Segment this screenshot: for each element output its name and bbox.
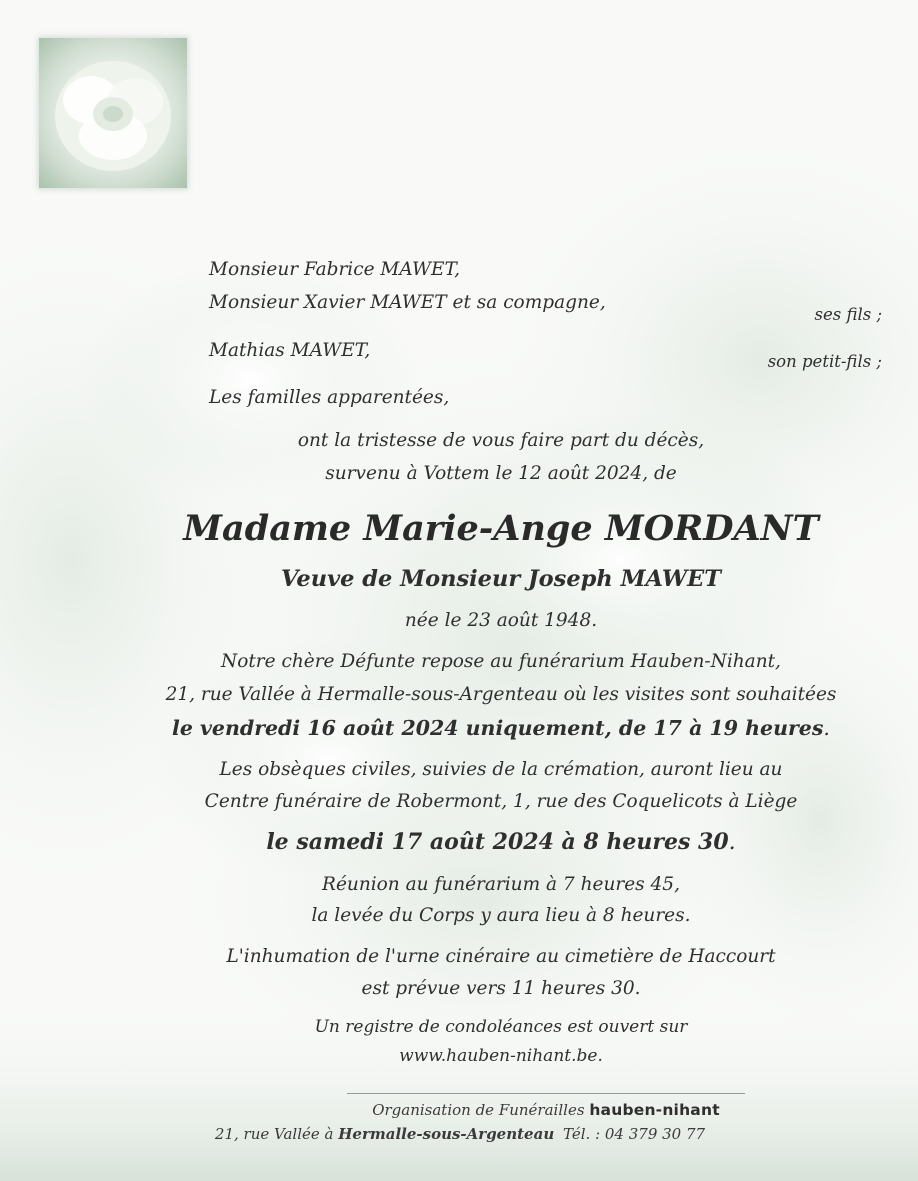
sons-label: ses fils ;: [814, 305, 882, 324]
footer-org-prefix: Organisation de Funérailles: [372, 1101, 585, 1119]
rose-icon: [39, 38, 187, 188]
visitation-line-2: 21, rue Vallée à Hermalle-sous-Argenteau où les visites sont souhaitées: [165, 684, 837, 705]
funeral-when-end: .: [728, 830, 736, 855]
family-son-1: Monsieur Fabrice MAWET,: [209, 259, 460, 280]
footer-address: [1, 1125, 918, 1143]
footer-town: Hermalle-sous-Argenteau: [338, 1125, 555, 1143]
brand-logo: hauben-nihant: [589, 1101, 720, 1119]
condolences-line-1: Un registre de condoléances est ouvert sur: [314, 1017, 688, 1037]
family-relatives: Les familles apparentées,: [209, 387, 450, 408]
burial-line-2: est prévue vers 11 heures 30.: [361, 978, 641, 999]
deceased-name: Madame Marie-Ange MORDANT: [183, 508, 819, 549]
rose-photo: [38, 37, 188, 189]
visitation-when: [42, 716, 918, 740]
footer-address-prefix: 21, rue Vallée à: [214, 1125, 334, 1143]
meeting-line-1: Réunion au funérarium à 7 heures 45,: [322, 874, 680, 895]
footer-phone: Tél. : 04 379 30 77: [563, 1125, 706, 1143]
birth-date: née le 23 août 1948.: [404, 610, 598, 631]
funeral-line-2: Centre funéraire de Robermont, 1, rue des Coquelicots à Liège: [204, 791, 798, 812]
funeral-when-text: le samedi 17 août 2024 à 8 heures 30: [266, 829, 729, 855]
visitation-line-1: Notre chère Défunte repose au funérarium Hauben-Nihant,: [221, 651, 781, 672]
visitation-when-end: .: [823, 716, 830, 740]
visitation-when-text: le vendredi 16 août 2024 uniquement, de 17 à 19 heures: [172, 716, 824, 740]
funeral-line-1: Les obsèques civiles, suivies de la crémation, auront lieu au: [219, 759, 783, 780]
condolences-url[interactable]: www.hauben-nihant.be.: [399, 1046, 603, 1066]
footer-divider: [347, 1093, 745, 1094]
widow-of: Veuve de Monsieur Joseph MAWET: [281, 566, 721, 592]
burial-line-1: L'inhumation de l'urne cinéraire au cimetière de Haccourt: [226, 946, 776, 967]
meeting-line-2: la levée du Corps y aura lieu à 8 heures.: [311, 905, 691, 926]
family-son-2: Monsieur Xavier MAWET et sa compagne,: [209, 292, 606, 313]
family-grandson: Mathias MAWET,: [209, 340, 371, 361]
announcement-line-1: ont la tristesse de vous faire part du décès,: [297, 430, 705, 451]
announcement-line-2: survenu à Vottem le 12 août 2024, de: [325, 463, 677, 484]
funeral-when: [42, 829, 918, 855]
grandson-label: son petit-fils ;: [767, 352, 882, 371]
footer-organisation: [87, 1101, 918, 1119]
